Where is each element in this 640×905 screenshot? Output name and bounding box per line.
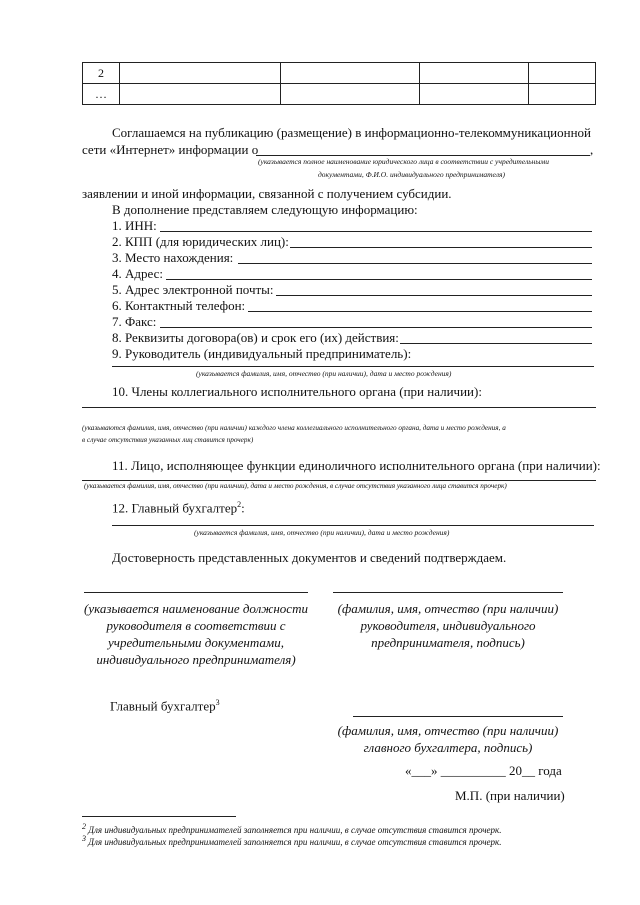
footnote-2: $^2$ Для индивидуальных предпринимателей заполняется при наличии, в случае отсутствия ставится прочерк.: [82, 822, 502, 835]
confirm-text: Достоверность представленных документов и сведений подтверждаем.: [112, 550, 507, 565]
field-inn-line[interactable]: [160, 231, 592, 232]
position-line[interactable]: [84, 592, 308, 593]
sole-label: 11. Лицо, исполняющее функции единоличного исполнительного органа (при наличии):: [112, 458, 601, 473]
field-phone-line[interactable]: [248, 311, 592, 312]
field-contract-label: 8. Реквизиты договора(ов) и срок его (их) действия:: [112, 330, 399, 345]
field-email-line[interactable]: [276, 295, 592, 296]
consent-line-2: сети «Интернет» информации о: [82, 142, 259, 157]
field-address-line[interactable]: [166, 279, 592, 280]
field-inn-label: 1. ИНН:: [112, 218, 157, 233]
board-line[interactable]: [82, 407, 596, 408]
table-cell: [529, 84, 596, 105]
date-field[interactable]: «___» __________ 20__ года: [405, 763, 562, 778]
chief-accountant-label: Главный бухгалтер$^3$: [110, 698, 220, 714]
field-email-label: 5. Адрес электронной почты:: [112, 282, 274, 297]
field-phone-label: 6. Контактный телефон:: [112, 298, 246, 313]
accountant-line[interactable]: [112, 525, 594, 526]
accountant-label: 12. Главный бухгалтер$^2$:: [112, 500, 245, 516]
field-fax-line[interactable]: [160, 327, 592, 328]
table-cell: [420, 84, 529, 105]
top-table: [82, 62, 596, 105]
field-kpp-line[interactable]: [290, 247, 592, 248]
table-cell: [120, 63, 281, 84]
field-fax-label: 7. Факс:: [112, 314, 157, 329]
org-name-caption-2: документами, Ф.И.О. индивидуального предпринимателя): [318, 170, 505, 179]
head-signature-line[interactable]: [333, 592, 563, 593]
accountant-signature-caption: (фамилия, имя, отчество (при наличии) главного бухгалтера, подпись): [337, 723, 559, 755]
accountant-signature-line[interactable]: [353, 716, 563, 717]
org-name-caption-1: (указывается полное наименование юридического лица в соответствии с учредительными: [258, 157, 549, 166]
board-caption-2: в случае отсутствия указанных лиц ставится прочерк): [82, 436, 254, 444]
table-cell: [281, 84, 420, 105]
head-signature-caption: (фамилия, имя, отчество (при наличии) руководителя, индивидуального предпринимателя, подпись): [337, 601, 559, 650]
table-cell: [420, 63, 529, 84]
sole-caption: (указывается фамилия, имя, отчество (при наличии), дата и место рождения, в случае отсутствия указанного лица ставится прочерк): [84, 482, 507, 490]
field-address-label: 4. Адрес:: [112, 266, 163, 281]
field-kpp-label: 2. КПП (для юридических лиц):: [112, 234, 289, 249]
accountant-caption: (указывается фамилия, имя, отчество (при наличии), дата и место рождения): [194, 528, 450, 537]
table-row: [83, 63, 596, 84]
consent-line-1: Соглашаемся на публикацию (размещение) в информационно-телекоммуникационной: [112, 125, 591, 140]
board-caption-1: (указываются фамилия, имя, отчество (при наличии) каждого члена коллегиального исполнительного органа, дата и место рождения, а: [82, 424, 506, 432]
field-location-label: 3. Место нахождения:: [112, 250, 234, 265]
org-name-line[interactable]: [256, 155, 590, 156]
table-cell: 2: [83, 63, 120, 84]
consent-line-3: заявлении и иной информации, связанной с получением субсидии.: [82, 186, 452, 201]
table-row: [83, 84, 596, 105]
stamp-label: М.П. (при наличии): [455, 788, 565, 803]
board-label: 10. Члены коллегиального исполнительного органа (при наличии):: [112, 384, 482, 399]
table-cell: [529, 63, 596, 84]
field-head-caption: (указывается фамилия, имя, отчество (при наличии), дата и место рождения): [196, 369, 452, 378]
field-head-line[interactable]: [112, 366, 594, 367]
sole-line[interactable]: [82, 480, 596, 481]
footnote-separator: [82, 816, 236, 817]
footnote-3: $^3$ Для индивидуальных предпринимателей заполняется при наличии, в случае отсутствия ставится прочерк.: [82, 834, 502, 847]
table-cell: [120, 84, 281, 105]
table-cell: [281, 63, 420, 84]
info-intro: В дополнение представляем следующую информацию:: [112, 202, 418, 217]
field-head-label: 9. Руководитель (индивидуальный предприниматель):: [112, 346, 412, 361]
field-location-line[interactable]: [238, 263, 592, 264]
position-caption: (указывается наименование должности руководителя в соответствии с учредительными документами, индивидуального предпринимателя): [84, 601, 308, 667]
table-cell: …: [83, 84, 120, 105]
field-contract-line[interactable]: [400, 343, 592, 344]
